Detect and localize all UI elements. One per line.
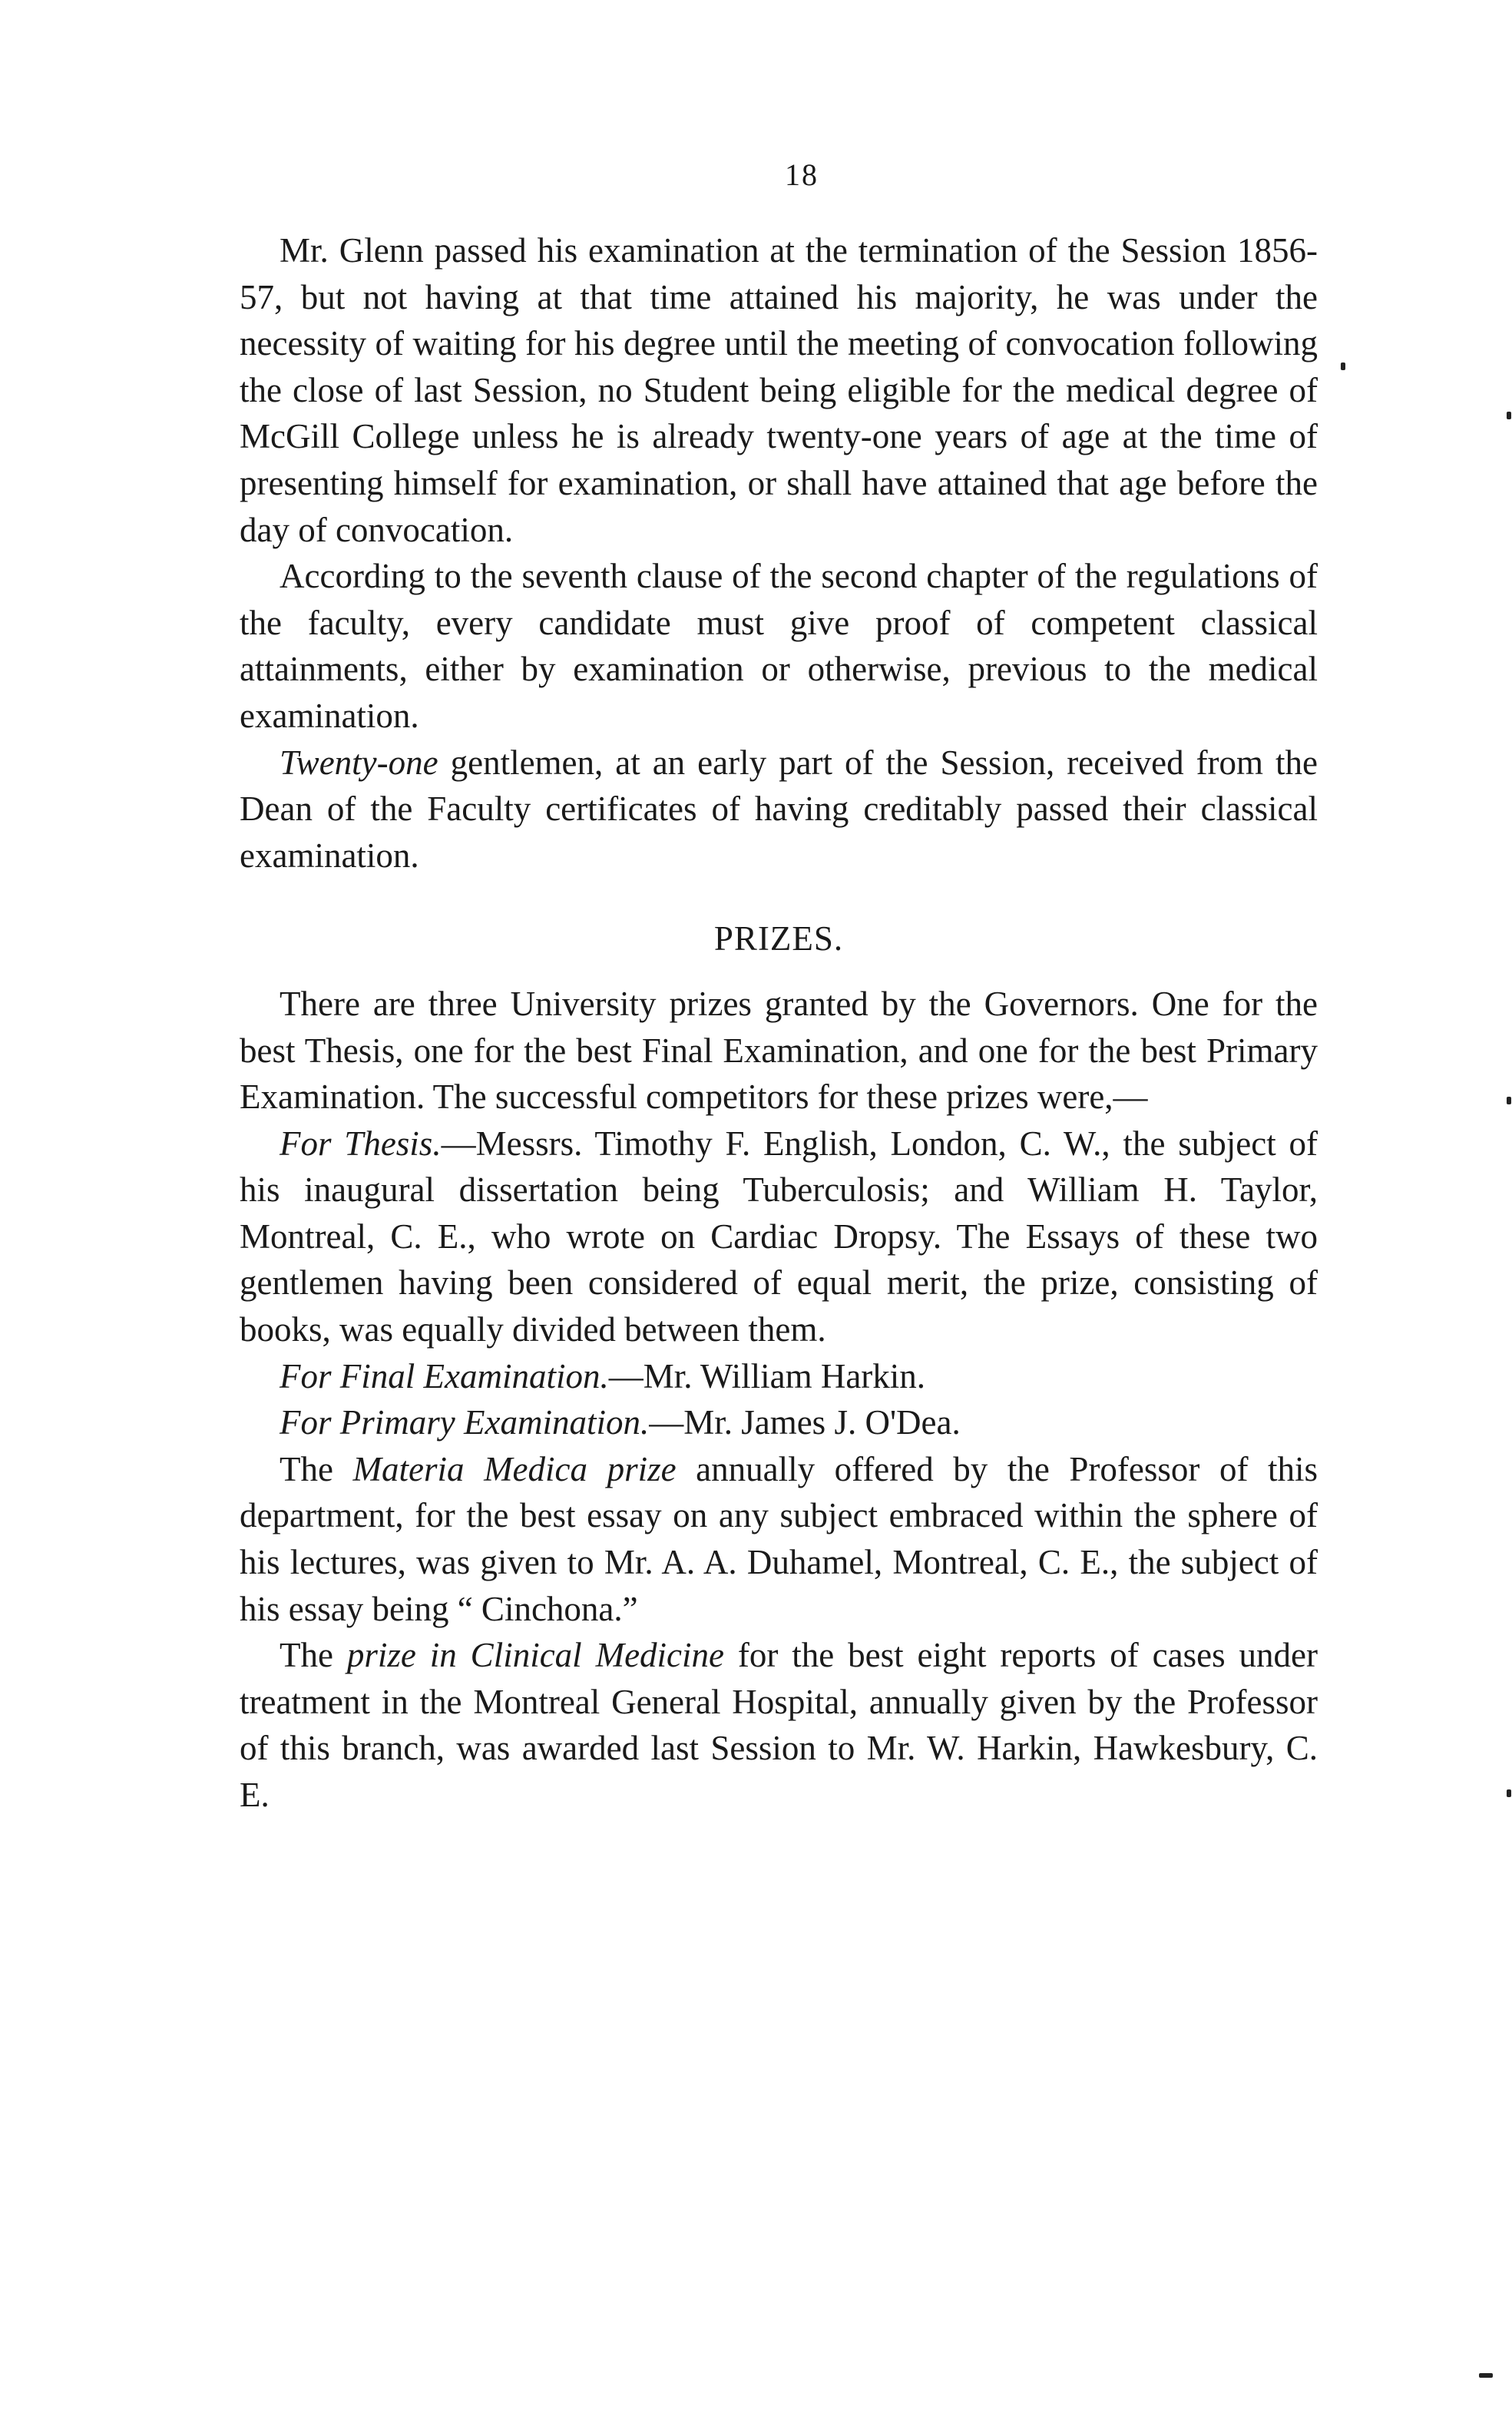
paragraph-materia-medica-prize <box>240 1446 1318 1632</box>
scan-speck-mark <box>1341 362 1345 370</box>
italic-phrase: Materia Medica prize <box>352 1449 677 1488</box>
page-number: 18 <box>785 157 819 192</box>
paragraph-text: The <box>280 1449 353 1488</box>
paragraph-clinical-medicine-prize <box>240 1632 1318 1818</box>
paragraph-text: The <box>280 1636 347 1675</box>
italic-phrase: For Thesis. <box>280 1124 442 1163</box>
scan-speck-mark <box>1479 2373 1493 2378</box>
italic-phrase: For Final Examination. <box>280 1356 609 1395</box>
paragraph-classical-certificates <box>240 740 1318 879</box>
paragraph-final-examination-prize <box>240 1353 1318 1400</box>
body-text <box>240 227 1318 1819</box>
italic-phrase: prize in Clinical Medicine <box>346 1636 724 1675</box>
section-heading-prizes: PRIZES. <box>713 919 844 958</box>
paragraph-glenn-examination: Mr. Glenn passed his examination at the termination of the Session 1856-57, but not having at that time attained his majority, he was under the necessity of waiting for his degree until the meeting of convocation following the close of last Session, no Student being eligible for the medical degree of McGill College unless he is already twenty-one years of age at the time of presenting himself for examination, or shall have attained that age before the day of convocation. <box>240 231 1318 549</box>
paragraph-text: for the best eight reports of cases under treatment in the Montreal General Hospital, annually given by the Professor of this branch, was awarded last Session to Mr. W. Harkin, Hawkesbury, C. E. <box>240 1636 1318 1814</box>
paragraph-text: annually offered by the Professor of this department, for the best essay on any subject embraced within the sphere of his lectures, was given to Mr. A. A. Duhamel, Montreal, C. E., the subject of his essay being “ Cinchona.” <box>240 1449 1318 1628</box>
italic-phrase: Twenty-one <box>280 743 438 782</box>
paragraph-classical-attainments: According to the seventh clause of the second chapter of the regulations of the faculty, every candidate must give proof of competent classical attainments, either by examination or otherwise, previous to the medical examination. <box>240 557 1318 735</box>
paragraph-text: —Messrs. Timothy F. English, London, C. W., the subject of his inaugural dissertation being Tuberculosis; and William H. Taylor, Montreal, C. E., who wrote on Cardiac Dropsy. The Essays of these two gentlemen having been considered of equal merit, the prize, consisting of books, was equally divided between them. <box>240 1124 1318 1349</box>
scan-speck-mark <box>1507 1789 1511 1797</box>
paragraph-primary-examination-prize <box>240 1399 1318 1446</box>
paragraph-text: —Mr. James J. O'Dea. <box>649 1403 961 1442</box>
paragraph-text: —Mr. William Harkin. <box>608 1356 926 1395</box>
paragraph-university-prizes: There are three University prizes granted by the Governors. One for the best Thesis, one for the best Final Examination, and one for the best Primary Examination. The successful competitors for these prizes were,— <box>240 984 1318 1117</box>
italic-phrase: For Primary Examination. <box>280 1403 650 1442</box>
scan-speck-mark <box>1507 412 1511 419</box>
paragraph-thesis-prize <box>240 1121 1318 1353</box>
scan-speck-mark <box>1507 1097 1511 1104</box>
paragraph-text: gentlemen, at an early part of the Session, received from the Dean of the Faculty certificates of having creditably passed their classical examination. <box>240 743 1318 875</box>
